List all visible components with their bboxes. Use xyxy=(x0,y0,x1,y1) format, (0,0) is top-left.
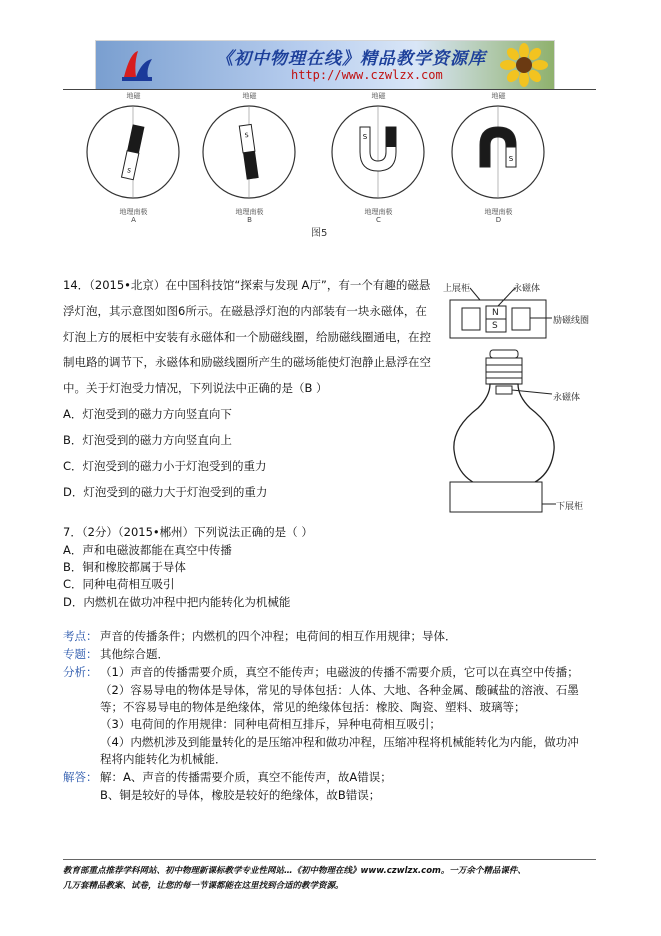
lower-cabinet-label: 下展柜 xyxy=(556,502,584,512)
q14-option-b: B．灯泡受到的磁力方向竖直向上 xyxy=(63,433,232,447)
compass-d-letter: D xyxy=(495,216,502,224)
fenxi-line-3: 等；不容易导电的物体是绝缘体，常见的绝缘体包括：橡胶、陶瓷、塑料、玻璃等； xyxy=(100,700,526,714)
fenxi-line-5: （4）内燃机涉及到能量转化的是压缩冲程和做功冲程，压缩冲程将机械能转化为内能，做功冲 xyxy=(100,735,579,749)
figure-5-caption: 图5 xyxy=(311,228,328,239)
fenxi-line-1: （1）声音的传播需要介质，真空不能传声；电磁波的传播不需要介质，它可以在真空中传播； xyxy=(100,665,579,679)
compass-a-bottom-label: 地理南极 xyxy=(119,208,148,216)
magnet-s-label: S xyxy=(492,321,498,331)
compass-b-top-label: 地磁 xyxy=(242,92,257,100)
compass-b xyxy=(193,97,306,207)
q14-line-1: 14．（2015•北京）在中国科技馆“探索与发现 A厅”，有一个有趣的磁悬 xyxy=(63,278,431,292)
footer-line-2: 几万套精品教案、试卷，让您的每一节课都能在这里找到合适的教学资源。 xyxy=(63,881,344,891)
q14-line-3: 灯泡上方的展柜中安装有永磁体和一个励磁线圈，给励磁线圈通电，在控 xyxy=(63,330,431,344)
svg-text:S: S xyxy=(126,167,132,175)
zhuanti-tag: 专题： xyxy=(63,647,98,661)
zhuanti-text: 其他综合题． xyxy=(100,647,169,661)
compass-c-letter: C xyxy=(376,216,381,224)
compass-a-letter: A xyxy=(131,216,136,224)
magnet-top-label: 永磁体 xyxy=(513,284,541,294)
kaodian-text: 声音的传播条件；内燃机的四个冲程；电荷间的相互作用规律；导体． xyxy=(100,629,457,643)
upper-cabinet-label: 上展柜 xyxy=(443,284,471,294)
jieda-line-2: B、铜是较好的导体，橡胶是较好的绝缘体，故B错误； xyxy=(100,788,381,802)
compass-b-letter: B xyxy=(247,216,252,224)
banner-title: 《初中物理在线》精品教学资源库 xyxy=(216,49,486,69)
q7-option-c: C．同种电荷相互吸引 xyxy=(63,577,175,591)
q7-stem: 7．（2分）（2015•郴州）下列说法正确的是（ ） xyxy=(63,525,313,539)
compass-d-top-label: 地磁 xyxy=(491,92,506,100)
compass-a-top-label: 地磁 xyxy=(126,92,141,100)
compass-d-bottom-label: 地理南极 xyxy=(484,208,513,216)
site-logo-icon xyxy=(118,47,158,85)
compass-c xyxy=(322,97,435,207)
q14-line-4: 制电路的调节下，永磁体和励磁线圈所产生的磁场能使灯泡静止悬浮在空 xyxy=(63,355,431,369)
q14-option-c: C．灯泡受到的磁力小于灯泡受到的重力 xyxy=(63,459,267,473)
compass-c-top-label: 地磁 xyxy=(371,92,386,100)
q14-line-2: 浮灯泡，其示意图如图6所示。在磁悬浮灯泡的内部装有一块永磁体，在 xyxy=(63,304,427,318)
q7-option-a: A．声和电磁波都能在真空中传播 xyxy=(63,543,232,557)
fenxi-line-4: （3）电荷间的作用规律：同种电荷相互排斥，异种电荷相互吸引； xyxy=(100,717,441,731)
sunflower-icon xyxy=(498,43,550,87)
fenxi-line-2: （2）容易导电的物体是导体，常见的导体包括：人体、大地、各种金属、酸碱盐的溶液、石墨 xyxy=(100,683,579,697)
svg-text:S: S xyxy=(508,155,514,163)
kaodian-tag: 考点： xyxy=(63,629,98,643)
coil-label: 励磁线圈 xyxy=(553,316,590,326)
q14-line-5: 中。关于灯泡受力情况，下列说法中正确的是（B ） xyxy=(63,381,328,395)
svg-text:S: S xyxy=(244,131,250,140)
q14-option-a: A．灯泡受到的磁力方向竖直向下 xyxy=(63,407,232,421)
q7-option-d: D．内燃机在做功冲程中把内能转化为机械能 xyxy=(63,595,291,609)
footer-divider xyxy=(63,859,596,860)
jieda-tag: 解答： xyxy=(63,770,98,784)
fenxi-line-6: 程将内能转化为机械能． xyxy=(100,752,227,766)
compass-c-bottom-label: 地理南极 xyxy=(364,208,393,216)
magnet-n-label: N xyxy=(492,308,499,318)
compass-a xyxy=(77,97,190,207)
svg-text:S: S xyxy=(362,133,368,141)
bulb-magnet-label: 永磁体 xyxy=(553,393,581,403)
q7-option-b: B．铜和橡胶都属于导体 xyxy=(63,560,186,574)
fenxi-tag: 分析： xyxy=(63,665,98,679)
site-banner xyxy=(95,40,555,90)
compass-d xyxy=(442,97,555,207)
banner-url[interactable]: http://www.czwlzx.com xyxy=(291,68,443,82)
header-divider xyxy=(63,89,596,90)
compass-b-bottom-label: 地理南极 xyxy=(235,208,264,216)
footer-line-1: 教育部重点推荐学科网站、初中物理新课标教学专业性网站…《初中物理在线》www.czwlzx.com。一万余个精品课件、 xyxy=(63,866,526,876)
q14-option-d: D．灯泡受到的磁力大于灯泡受到的重力 xyxy=(63,485,268,499)
jieda-line-1: 解：A、声音的传播需要介质，真空不能传声，故A错误； xyxy=(100,770,392,784)
